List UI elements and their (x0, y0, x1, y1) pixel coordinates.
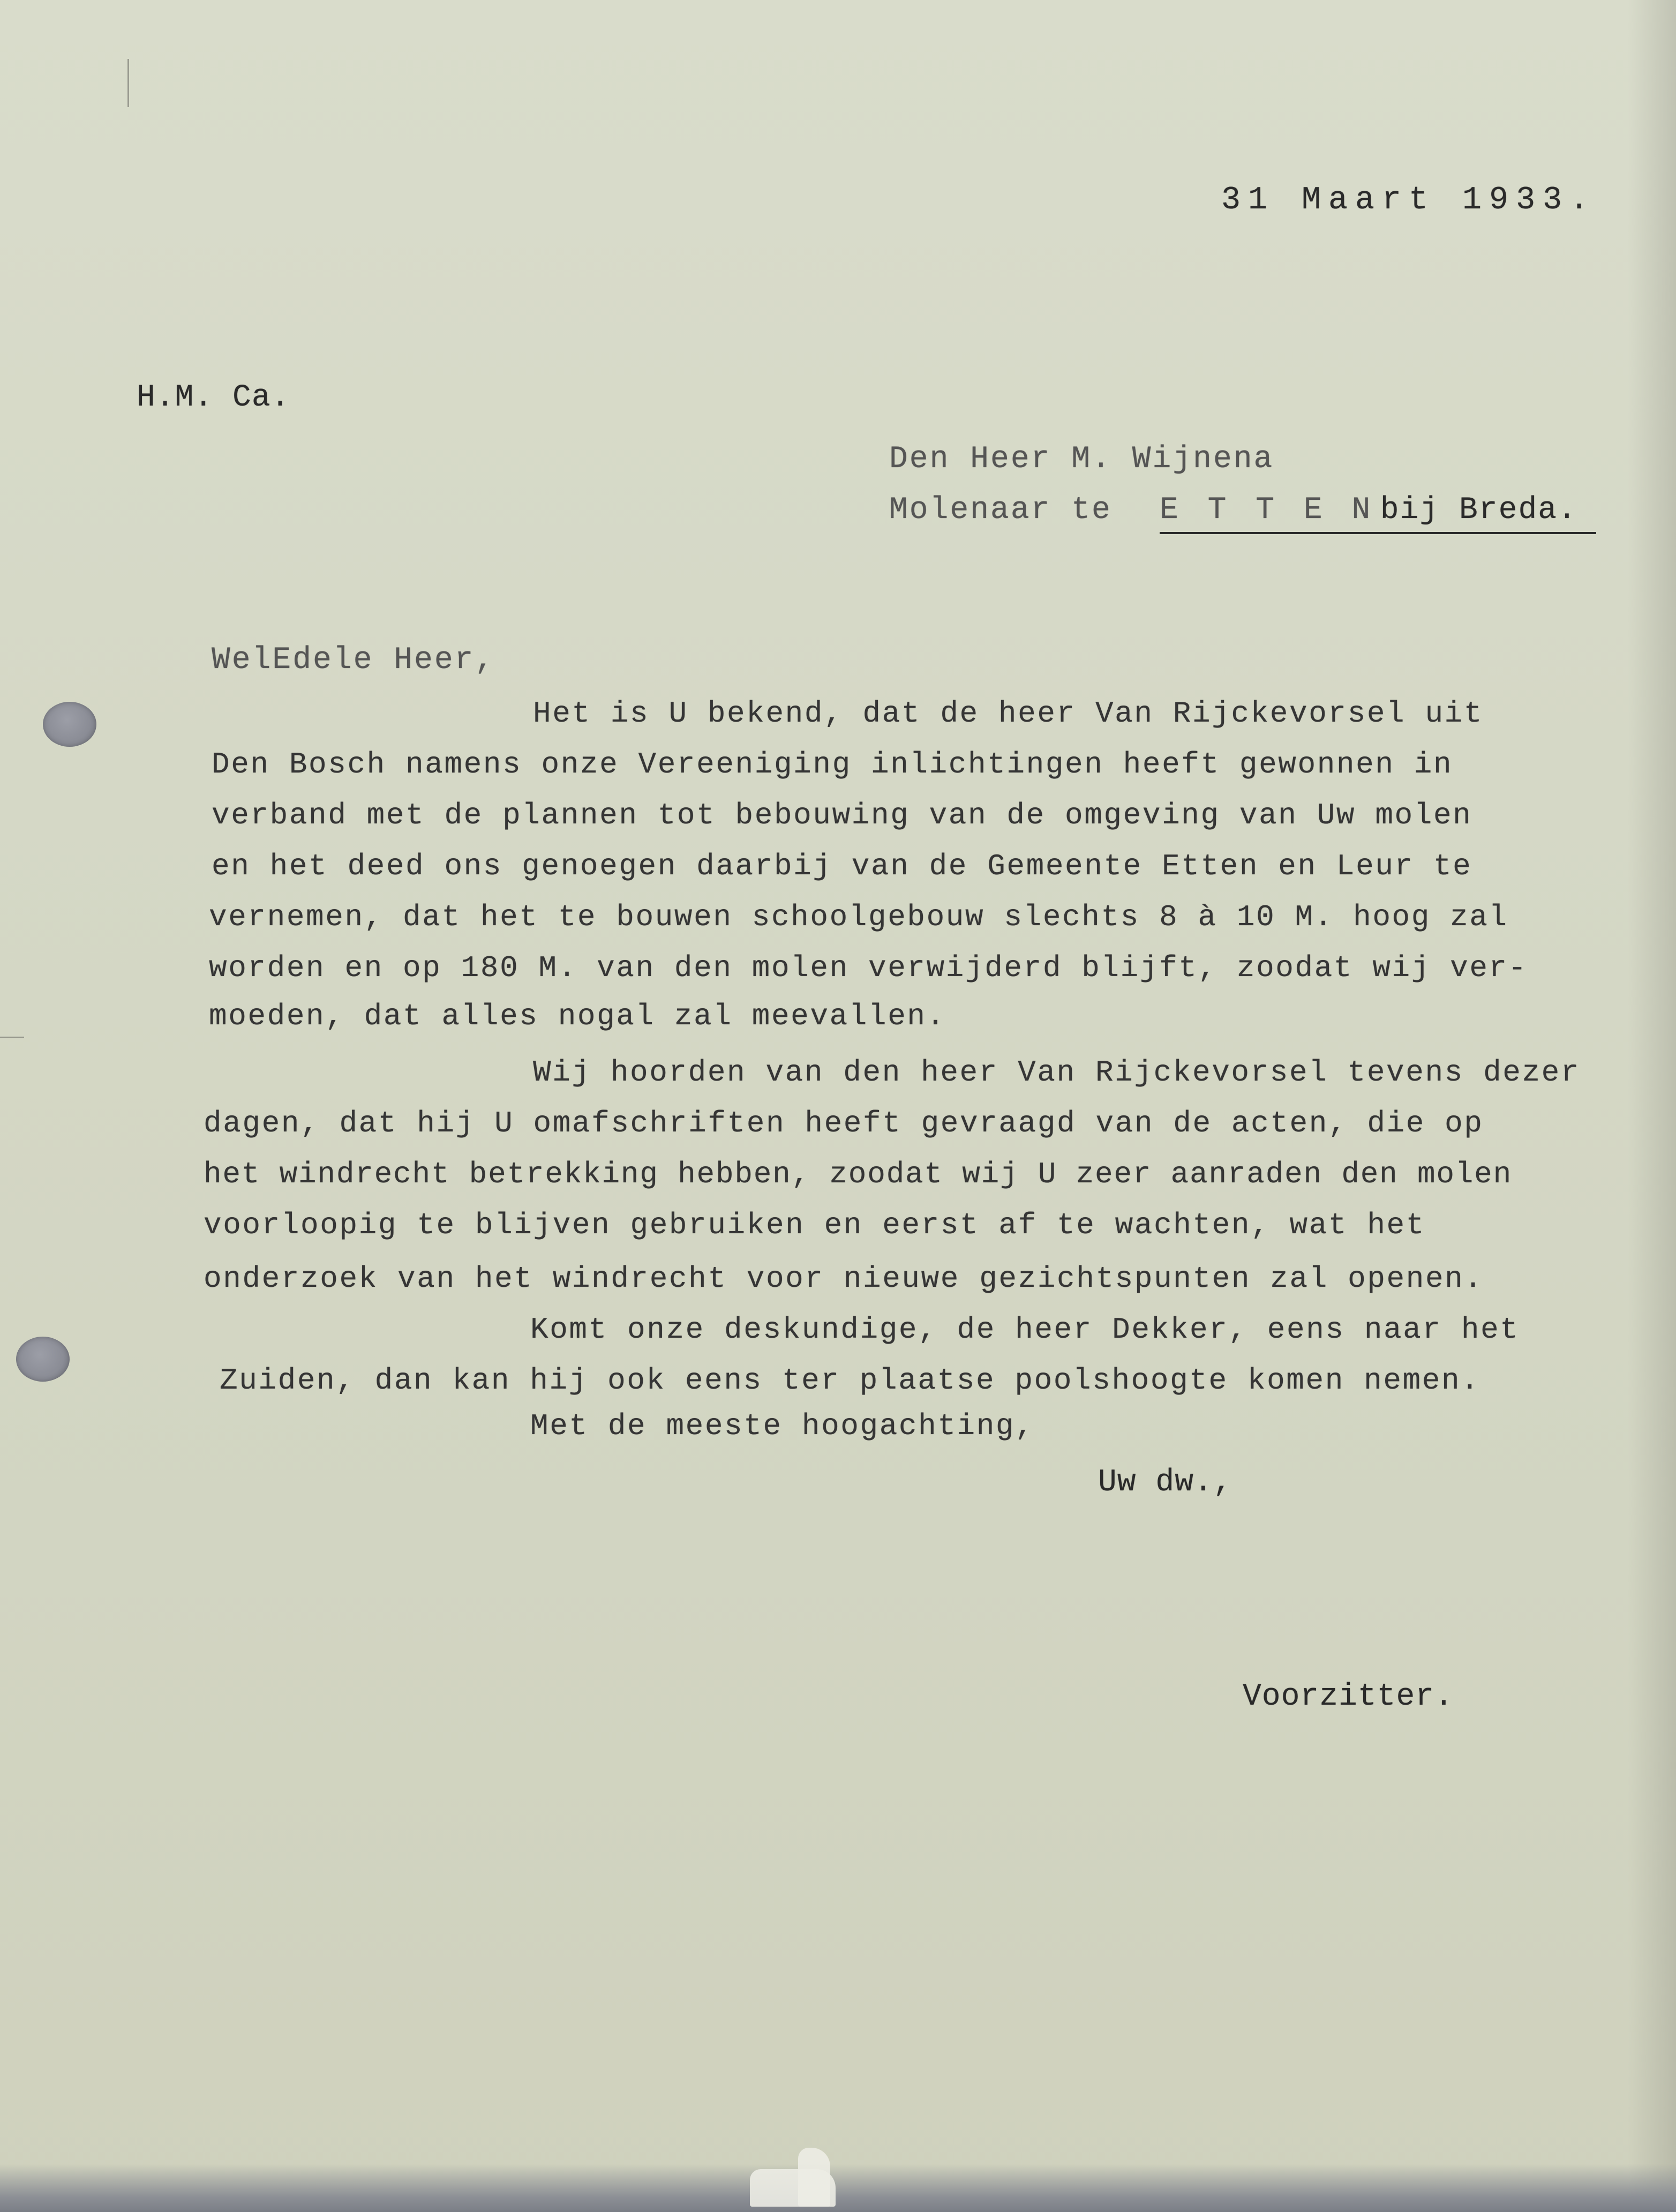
recipient-occupation: Molenaar te (889, 493, 1132, 528)
body-line: en het deed ons genoegen daarbij van de Gemeente Etten en Leur te (212, 849, 1472, 883)
margin-mark (127, 59, 129, 107)
page-bottom-edge (0, 2164, 1676, 2212)
recipient-region: bij Breda. (1361, 493, 1577, 528)
punch-hole (43, 702, 96, 747)
body-line: Den Bosch namens onze Vereeniging inlichtingen heeft gewonnen in (212, 747, 1453, 782)
letter-date: 31 Maart 1933. (1221, 182, 1597, 219)
closing: Met de meeste hoogachting, (530, 1409, 1035, 1443)
body-line: onderzoek van het windrecht voor nieuwe gezichtspunten zal openen. (204, 1262, 1484, 1296)
margin-mark (0, 1037, 24, 1038)
body-line: dagen, dat hij U omafschriften heeft gevraagd van de acten, die op (204, 1106, 1484, 1141)
body-line: worden en op 180 M. van den molen verwijderd blijft, zoodat wij ver- (209, 951, 1528, 985)
letter-reference: H.M. Ca. (137, 380, 290, 415)
body-line: Komt onze deskundige, de heer Dekker, eens naar het (530, 1313, 1520, 1347)
salutation: WelEdele Heer, (212, 643, 495, 678)
body-line: moeden, dat alles nogal zal meevallen. (209, 999, 946, 1033)
body-line: Wij hoorden van den heer Van Rijckevorsel tevens dezer (533, 1055, 1581, 1090)
signature-title: Voorzitter. (1243, 1679, 1454, 1714)
body-line: verband met de plannen tot bebouwing van de omgeving van Uw molen (212, 798, 1472, 833)
body-line: Zuiden, dan kan hij ook eens ter plaatse poolshoogte komen nemen. (220, 1363, 1480, 1398)
punch-hole (16, 1337, 70, 1382)
signoff: Uw dw., (1098, 1465, 1232, 1500)
body-line: vernemen, dat het te bouwen schoolgebouw slechts 8 à 10 M. hoog zal (209, 900, 1508, 934)
recipient-underline (1160, 532, 1596, 534)
body-line: Het is U bekend, dat de heer Van Rijckevorsel uit (533, 696, 1484, 731)
body-line: voorloopig te blijven gebruiken en eerst af te wachten, wat het (204, 1208, 1425, 1242)
body-line: het windrecht betrekking hebben, zoodat wij U zeer aanraden den molen (204, 1157, 1512, 1191)
paper-tear (798, 2148, 830, 2207)
page-edge-shadow (1628, 0, 1676, 2212)
recipient-name: Den Heer M. Wijnena (889, 442, 1274, 477)
recipient-town: E T T E N (1160, 493, 1376, 528)
